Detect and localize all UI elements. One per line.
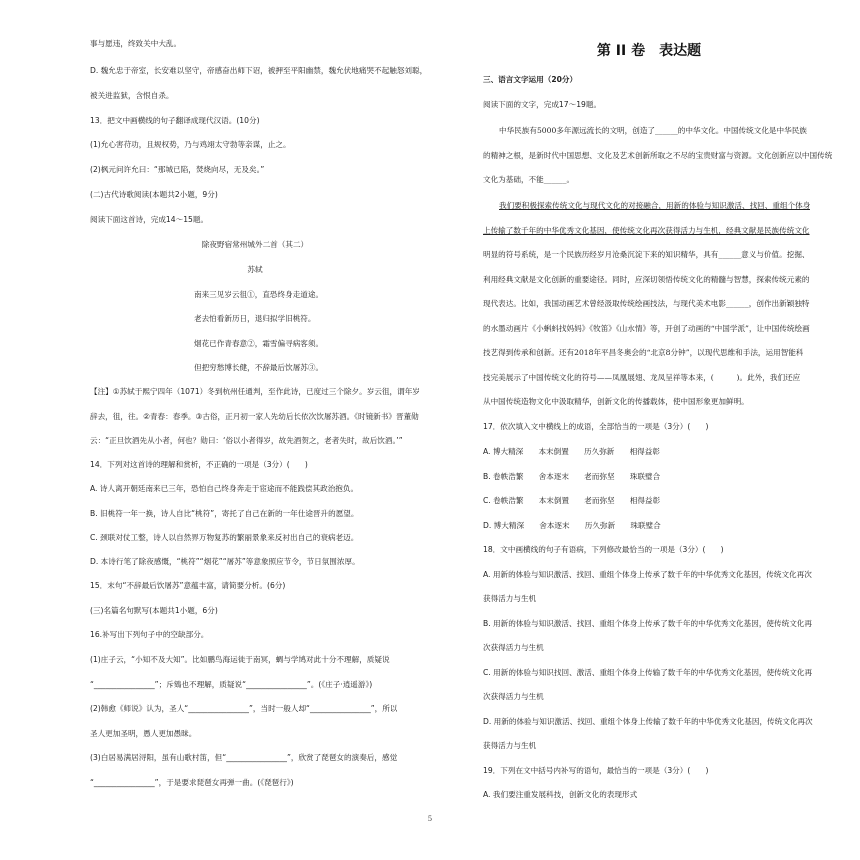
left-line: 南来三见岁云徂①，直恐终身走道途。 — [194, 290, 324, 299]
right-line: D. 用新的体验与知识激活、找回、重组个体身上传输了数千年的中华优秀文化基因，传统文化再次 — [483, 717, 813, 726]
left-line: 13．把文中画横线的句子翻译成现代汉语。(10分) — [90, 116, 260, 125]
right-line: 从中国传统造物文化中汲取精华，创新文化的传播载体，使中国形象更加鲜明。 — [483, 397, 749, 406]
right-line: C. 卷帙浩繁 本末倒置 老而弥坚 相得益彰 — [483, 496, 661, 505]
right-line: 的精神之根，是新时代中国思想、文化及艺术创新所取之不尽的宝贵财富与资源。文化创新应以中国传统 — [483, 151, 833, 160]
left-line: 15．末句“不辞最后饮屠苏”意蕴丰富，请简要分析。(6分) — [90, 581, 286, 590]
right-line: 18．文中画横线的句子有语病，下列修改最恰当的一项是（3分）( ) — [483, 545, 724, 554]
left-line: B. 旧桃符一年一换，诗人自比“桃符”，寄托了自己在新的一年仕途晋升的愿望。 — [90, 509, 359, 518]
page-number: 5 — [427, 815, 433, 823]
right-line: 中华民族有5000多年源远流长的文明，创造了______的中华文化。中国传统文化是中华民族 — [499, 126, 807, 135]
right-line: 上传输了数千年的中华优秀文化基因，使传统文化再次获得活力与生机，经典文献是民族传统文化 — [483, 226, 810, 235]
left-line: 云：“正旦饮酒先从小者，何也？勋曰：‘俗以小者得岁，故先酒贺之，老者失时，故后饮酒。’” — [90, 436, 403, 445]
right-line: A. 博大精深 本末倒置 历久弥新 相得益彰 — [483, 447, 660, 456]
right-line: 我们要积极探索传统文化与现代文化的对接融合，用新的体验与知识激活、找回、重组个体身 — [499, 201, 811, 210]
left-line: 阅读下面这首诗，完成14～15题。 — [90, 215, 209, 224]
left-line: (三)名篇名句默写(本题共1小题，6分) — [90, 606, 218, 615]
right-line: 的水墨动画片《小蝌蚪找妈妈》《牧笛》《山水情》等，开创了动画的“中国学派”，让中国传统绘画 — [483, 324, 810, 333]
right-line: C. 用新的体验与知识找回、激活、重组个体身上传输了数千年的中华优秀文化基因，使传统文化再 — [483, 668, 813, 677]
left-line: 烟花已作青春意②，霜雪偏寻病客须。 — [194, 339, 324, 348]
right-line: A. 用新的体验与知识激活、找回、重组个体身上传承了数千年的中华优秀文化基因，传统文化再次 — [483, 570, 812, 579]
right-line: 利用经典文献是文化创新的重要途径。同时，应深切领悟传统文化的精髓与智慧，探索传统元素的 — [483, 275, 810, 284]
right-line: D. 博大精深 舍本逐末 历久弥新 珠联璧合 — [483, 521, 661, 530]
right-line: 次获得活力与生机 — [483, 643, 544, 652]
left-line: (2)韩愈《师说》认为，圣人“________________”，当时一般人却“________________”，所以 — [90, 704, 398, 713]
right-line: A. 我们要注重发展科技，创新文化的表现形式 — [483, 790, 638, 799]
right-line: 17．依次填入文中横线上的成语，全部恰当的一项是（3分）( ) — [483, 422, 709, 431]
left-line: 被关进监狱，含恨自杀。 — [90, 91, 174, 100]
left-line: (2)枫元问许允曰：“那城已陷，焚烧向尽，无及矣。” — [90, 165, 265, 174]
left-line: (1)庄子云，“小知不及大知”。比如鹏鸟海运徙于南冥，蜩与学鸠对此十分不理解，质疑说 — [90, 655, 390, 664]
left-line: 16.补写出下列句子中的空缺部分。 — [90, 630, 209, 639]
left-line: 14．下列对这首诗的理解和赏析，不正确的一项是（3分）( ) — [90, 460, 308, 469]
left-line: (二)古代诗歌阅读(本题共2小题，9分) — [90, 190, 218, 199]
left-line: D. 本诗行笔了除夜感慨，“桃符”“烟花”“屠苏”等意象照应节令，节日氛围浓厚。 — [90, 557, 360, 566]
left-line: 但把穷愁博长健，不辞最后饮屠苏③。 — [194, 363, 324, 372]
left-line: 辞去，徂，往。②青春：春季。③古俗，正月初一家人先幼后长依次饮屠苏酒。《时镜新书》晋董勋 — [90, 412, 419, 421]
right-line: 技完美展示了中国传统文化的符号——凤凰展翅、龙凤呈祥等本来，( )。此外，我们还应 — [483, 373, 801, 382]
left-line: D. 魏允忠于帝室，长安难以坚守，帝感奋出师下诏，被押至平阳幽禁，魏允伏地痛哭不起触怒刘聪， — [90, 66, 428, 75]
left-line: 老去怕看新历日，退归拟学旧桃符。 — [194, 314, 316, 323]
right-line: 三、语言文字运用（20分） — [483, 75, 578, 84]
left-line: (3)白居易满居浔阳，虽有山歌村笛，但“________________”，欣赏了琵琶女的演奏后，感觉 — [90, 753, 398, 762]
section-title: 第 II 卷 表达题 — [596, 43, 702, 59]
left-line: C. 颈联对仗工整，诗人以自然界万物复苏的繁丽景象来反衬出自己的衰病老迈。 — [90, 533, 359, 542]
right-line: B. 用新的体验与知识激活、找回、重组个体身上传承了数千年的中华优秀文化基因，使传统文化再 — [483, 619, 812, 628]
right-line: 文化为基础，不能______。 — [483, 175, 575, 184]
right-line: B. 卷帙浩繁 舍本逐末 老而弥坚 珠联璧合 — [483, 472, 661, 481]
left-line: “________________”，于是要求琵琶女再弹一曲。(《琵琶行》) — [90, 778, 294, 787]
right-line: 阅读下面的文字，完成17～19题。 — [483, 100, 602, 109]
left-line: (1)允心害苻功，且规权势，乃与鸡翊太守勃等亲谋，止之。 — [90, 140, 291, 149]
right-line: 19．下列在文中括号内补写的语句，最恰当的一项是（3分）( ) — [483, 766, 709, 775]
right-line: 技艺得到传承和创新。还有2018年平昌冬奥会的“北京8分钟”，以现代思维和手法，运用智能科 — [483, 348, 804, 357]
left-line: 圣人更加圣明，愚人更加愚昧。 — [90, 729, 197, 738]
right-line: 现代表达。比如，我国动画艺术曾经汲取传统绘画技法，与现代美术电影______，创作出新颖独特 — [483, 299, 810, 308]
left-line: 事与愿违，终致关中大乱。 — [90, 39, 182, 48]
left-line: 【注】①苏轼于熙宁四年（1071）冬到杭州任通判，至作此诗，已度过三个除夕。岁云徂，谓年岁 — [90, 387, 420, 396]
left-line: “________________”；斥鴳也不理解，质疑说“________________”。(《庄子·逍遥游》) — [90, 680, 373, 689]
left-line: 除夜野宿常州城外二首（其二） — [201, 240, 309, 249]
right-line: 明显的符号系统，是一个民族历经岁月沧桑沉淀下来的知识精华，具有______意义与价值。挖掘、 — [483, 250, 810, 259]
right-line: 次获得活力与生机 — [483, 692, 544, 701]
right-line: 获得活力与生机 — [483, 741, 537, 750]
left-line: 苏轼 — [247, 265, 263, 274]
right-line: 获得活力与生机 — [483, 594, 537, 603]
left-line: A. 诗人离开朝廷南来已三年，恐怕自己终身奔走于宦途而不能践偿其政治抱负。 — [90, 484, 359, 493]
